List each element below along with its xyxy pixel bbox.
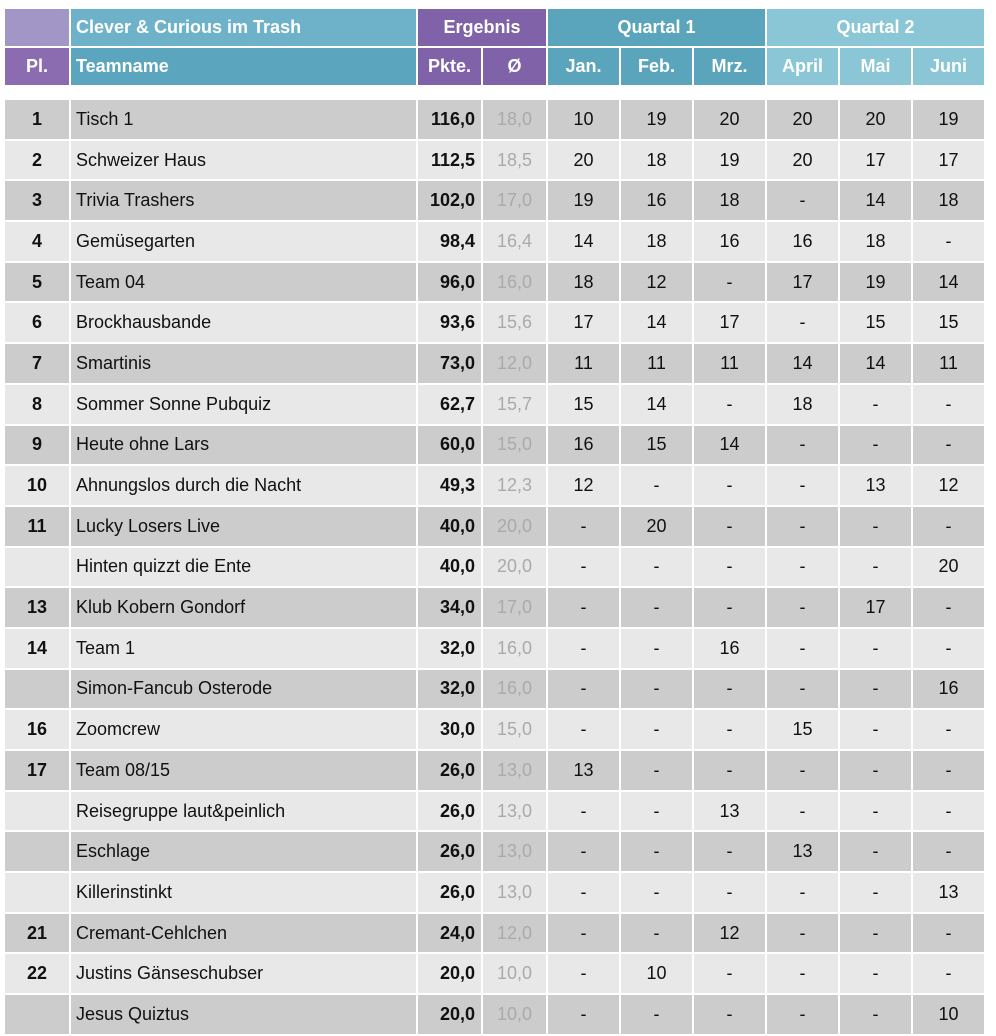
table-row [5, 263, 984, 302]
points-cell: 26,0 [418, 751, 481, 790]
month-cell-mrz: - [694, 670, 765, 709]
month-cell-feb: 15 [621, 426, 692, 465]
team-name-cell: Hinten quizzt die Ente [71, 548, 416, 587]
place-cell: 21 [5, 914, 69, 953]
place-cell: 1 [5, 100, 69, 139]
team-name-cell: Team 1 [71, 629, 416, 668]
month-cell-jan: 13 [548, 751, 619, 790]
month-cell-april: 20 [767, 141, 838, 180]
table-body [5, 100, 984, 1034]
header-row-groups [5, 9, 984, 46]
month-cell-feb: 10 [621, 954, 692, 993]
average-cell: 18,0 [483, 100, 546, 139]
month-cell-juni: - [913, 751, 984, 790]
month-cell-mrz: - [694, 548, 765, 587]
table-row [5, 303, 984, 342]
column-header-april: April [767, 48, 838, 85]
month-cell-feb: - [621, 914, 692, 953]
table-row [5, 181, 984, 220]
place-cell: 13 [5, 588, 69, 627]
month-cell-mai: - [840, 670, 911, 709]
month-cell-april: - [767, 914, 838, 953]
month-cell-juni: 18 [913, 181, 984, 220]
average-cell: 15,0 [483, 710, 546, 749]
month-cell-feb: - [621, 995, 692, 1034]
table-row [5, 670, 984, 709]
average-cell: 13,0 [483, 792, 546, 831]
month-cell-feb: 11 [621, 344, 692, 383]
month-cell-mai: 18 [840, 222, 911, 261]
month-cell-juni: 12 [913, 466, 984, 505]
points-cell: 102,0 [418, 181, 481, 220]
average-cell: 12,0 [483, 344, 546, 383]
month-cell-april: - [767, 954, 838, 993]
month-cell-feb: - [621, 751, 692, 790]
average-cell: 10,0 [483, 954, 546, 993]
month-cell-mrz: - [694, 466, 765, 505]
month-cell-mai: 19 [840, 263, 911, 302]
points-cell: 26,0 [418, 873, 481, 912]
month-cell-juni: 11 [913, 344, 984, 383]
month-cell-mai: 15 [840, 303, 911, 342]
month-cell-feb: - [621, 670, 692, 709]
month-cell-mai: - [840, 995, 911, 1034]
month-cell-juni: 15 [913, 303, 984, 342]
month-cell-april: - [767, 873, 838, 912]
month-cell-juni: - [913, 385, 984, 424]
column-header-mai: Mai [840, 48, 911, 85]
month-cell-mai: - [840, 426, 911, 465]
place-cell: 5 [5, 263, 69, 302]
month-cell-jan: - [548, 954, 619, 993]
month-cell-juni: - [913, 588, 984, 627]
month-cell-juni: 10 [913, 995, 984, 1034]
points-cell: 116,0 [418, 100, 481, 139]
month-cell-mai: 20 [840, 100, 911, 139]
place-cell: 16 [5, 710, 69, 749]
team-name-cell: Smartinis [71, 344, 416, 383]
place-cell: 7 [5, 344, 69, 383]
points-cell: 32,0 [418, 670, 481, 709]
average-cell: 16,0 [483, 670, 546, 709]
month-cell-juni: - [913, 629, 984, 668]
place-cell [5, 792, 69, 831]
month-cell-feb: - [621, 629, 692, 668]
month-cell-mrz: - [694, 263, 765, 302]
month-cell-mai: 17 [840, 141, 911, 180]
table-row [5, 995, 984, 1034]
table-row [5, 751, 984, 790]
month-cell-mai: - [840, 832, 911, 871]
month-cell-jan: 17 [548, 303, 619, 342]
team-name-cell: Tisch 1 [71, 100, 416, 139]
team-name-cell: Brockhausbande [71, 303, 416, 342]
month-cell-jan: 19 [548, 181, 619, 220]
average-cell: 15,7 [483, 385, 546, 424]
month-cell-feb: - [621, 832, 692, 871]
table-row [5, 507, 984, 546]
average-cell: 18,5 [483, 141, 546, 180]
month-cell-jan: 12 [548, 466, 619, 505]
team-name-cell: Lucky Losers Live [71, 507, 416, 546]
place-cell [5, 873, 69, 912]
points-cell: 34,0 [418, 588, 481, 627]
table-row [5, 100, 984, 139]
month-cell-feb: 14 [621, 303, 692, 342]
month-cell-mai: - [840, 954, 911, 993]
month-cell-feb: 19 [621, 100, 692, 139]
month-cell-jan: 10 [548, 100, 619, 139]
place-cell: 11 [5, 507, 69, 546]
month-cell-feb: - [621, 466, 692, 505]
month-cell-juni: 20 [913, 548, 984, 587]
team-name-cell: Klub Kobern Gondorf [71, 588, 416, 627]
month-cell-april: 18 [767, 385, 838, 424]
average-cell: 20,0 [483, 507, 546, 546]
month-cell-jan: 18 [548, 263, 619, 302]
column-header-team: Teamname [71, 48, 416, 85]
team-name-cell: Cremant-Cehlchen [71, 914, 416, 953]
column-header-points: Pkte. [418, 48, 481, 85]
month-cell-mrz: 13 [694, 792, 765, 831]
points-cell: 20,0 [418, 995, 481, 1034]
table-row [5, 792, 984, 831]
month-cell-april: - [767, 466, 838, 505]
month-cell-feb: - [621, 873, 692, 912]
points-cell: 112,5 [418, 141, 481, 180]
place-cell [5, 995, 69, 1034]
month-cell-jan: - [548, 507, 619, 546]
month-cell-mrz: - [694, 588, 765, 627]
month-cell-mai: - [840, 873, 911, 912]
month-cell-mrz: - [694, 507, 765, 546]
team-name-cell: Schweizer Haus [71, 141, 416, 180]
team-name-cell: Sommer Sonne Pubquiz [71, 385, 416, 424]
points-cell: 20,0 [418, 954, 481, 993]
month-cell-jan: - [548, 873, 619, 912]
month-cell-juni: 16 [913, 670, 984, 709]
spacer-cell [5, 87, 984, 98]
month-cell-april: - [767, 588, 838, 627]
month-cell-mai: - [840, 507, 911, 546]
month-cell-juni: - [913, 792, 984, 831]
average-cell: 13,0 [483, 832, 546, 871]
team-name-cell: Jesus Quiztus [71, 995, 416, 1034]
team-name-cell: Team 08/15 [71, 751, 416, 790]
table-header [5, 9, 984, 98]
points-cell: 40,0 [418, 507, 481, 546]
team-name-cell: Heute ohne Lars [71, 426, 416, 465]
average-cell: 16,0 [483, 263, 546, 302]
month-cell-jan: 11 [548, 344, 619, 383]
month-cell-feb: - [621, 548, 692, 587]
month-cell-juni: - [913, 507, 984, 546]
points-cell: 96,0 [418, 263, 481, 302]
month-cell-jan: - [548, 832, 619, 871]
month-cell-feb: 20 [621, 507, 692, 546]
points-cell: 26,0 [418, 832, 481, 871]
month-cell-juni: 19 [913, 100, 984, 139]
average-cell: 16,4 [483, 222, 546, 261]
team-name-cell: Team 04 [71, 263, 416, 302]
table-row [5, 344, 984, 383]
month-cell-mrz: 17 [694, 303, 765, 342]
table-title: Clever & Curious im Trash [71, 9, 416, 46]
month-cell-jan: 16 [548, 426, 619, 465]
month-cell-mrz: 11 [694, 344, 765, 383]
month-cell-april: - [767, 507, 838, 546]
table-row [5, 385, 984, 424]
month-cell-mrz: 14 [694, 426, 765, 465]
place-cell: 2 [5, 141, 69, 180]
header-quartal-2: Quartal 2 [767, 9, 984, 46]
month-cell-mai: - [840, 385, 911, 424]
month-cell-jan: 15 [548, 385, 619, 424]
team-name-cell: Zoomcrew [71, 710, 416, 749]
column-header-average: Ø [483, 48, 546, 85]
month-cell-feb: 18 [621, 222, 692, 261]
month-cell-april: - [767, 629, 838, 668]
average-cell: 10,0 [483, 995, 546, 1034]
month-cell-mrz: - [694, 710, 765, 749]
table-row [5, 426, 984, 465]
table-row [5, 832, 984, 871]
points-cell: 73,0 [418, 344, 481, 383]
table-row [5, 914, 984, 953]
points-cell: 49,3 [418, 466, 481, 505]
table-row [5, 873, 984, 912]
header-ergebnis: Ergebnis [418, 9, 546, 46]
average-cell: 12,3 [483, 466, 546, 505]
column-header-place: Pl. [5, 48, 69, 85]
points-cell: 60,0 [418, 426, 481, 465]
points-cell: 93,6 [418, 303, 481, 342]
month-cell-feb: 14 [621, 385, 692, 424]
month-cell-juni: - [913, 426, 984, 465]
points-cell: 24,0 [418, 914, 481, 953]
month-cell-mrz: - [694, 385, 765, 424]
average-cell: 13,0 [483, 751, 546, 790]
month-cell-jan: - [548, 588, 619, 627]
month-cell-mai: 13 [840, 466, 911, 505]
month-cell-april: - [767, 995, 838, 1034]
month-cell-feb: 16 [621, 181, 692, 220]
month-cell-mrz: 12 [694, 914, 765, 953]
place-cell: 10 [5, 466, 69, 505]
month-cell-juni: - [913, 832, 984, 871]
month-cell-jan: - [548, 548, 619, 587]
month-cell-jan: - [548, 629, 619, 668]
place-cell: 4 [5, 222, 69, 261]
month-cell-juni: - [913, 914, 984, 953]
table-row [5, 629, 984, 668]
month-cell-mai: - [840, 629, 911, 668]
place-cell: 14 [5, 629, 69, 668]
month-cell-mai: - [840, 751, 911, 790]
header-quartal-1: Quartal 1 [548, 9, 765, 46]
month-cell-april: - [767, 548, 838, 587]
table-row [5, 466, 984, 505]
team-name-cell: Gemüsegarten [71, 222, 416, 261]
month-cell-mai: - [840, 710, 911, 749]
average-cell: 13,0 [483, 873, 546, 912]
month-cell-feb: - [621, 792, 692, 831]
ranking-table [3, 7, 986, 1036]
team-name-cell: Eschlage [71, 832, 416, 871]
month-cell-feb: - [621, 588, 692, 627]
month-cell-mrz: - [694, 873, 765, 912]
average-cell: 15,0 [483, 426, 546, 465]
month-cell-jan: 14 [548, 222, 619, 261]
table-row [5, 222, 984, 261]
place-cell [5, 670, 69, 709]
team-name-cell: Simon-Fancub Osterode [71, 670, 416, 709]
points-cell: 26,0 [418, 792, 481, 831]
points-cell: 62,7 [418, 385, 481, 424]
table-row [5, 710, 984, 749]
month-cell-april: 13 [767, 832, 838, 871]
team-name-cell: Reisegruppe laut&peinlich [71, 792, 416, 831]
month-cell-jan: 20 [548, 141, 619, 180]
points-cell: 40,0 [418, 548, 481, 587]
month-cell-mrz: 16 [694, 222, 765, 261]
month-cell-mrz: 19 [694, 141, 765, 180]
table-row [5, 141, 984, 180]
month-cell-juni: - [913, 954, 984, 993]
header-row-columns [5, 48, 984, 85]
points-cell: 32,0 [418, 629, 481, 668]
month-cell-juni: 14 [913, 263, 984, 302]
column-header-mrz: Mrz. [694, 48, 765, 85]
month-cell-april: 15 [767, 710, 838, 749]
month-cell-april: - [767, 792, 838, 831]
month-cell-april: 14 [767, 344, 838, 383]
place-cell: 9 [5, 426, 69, 465]
month-cell-juni: - [913, 710, 984, 749]
month-cell-mai: 14 [840, 181, 911, 220]
month-cell-april: - [767, 751, 838, 790]
month-cell-juni: - [913, 222, 984, 261]
month-cell-mai: - [840, 548, 911, 587]
average-cell: 15,6 [483, 303, 546, 342]
month-cell-jan: - [548, 914, 619, 953]
month-cell-april: - [767, 181, 838, 220]
month-cell-jan: - [548, 792, 619, 831]
header-blank-cell [5, 9, 69, 46]
month-cell-jan: - [548, 710, 619, 749]
month-cell-feb: 18 [621, 141, 692, 180]
column-header-feb: Feb. [621, 48, 692, 85]
team-name-cell: Trivia Trashers [71, 181, 416, 220]
month-cell-juni: 17 [913, 141, 984, 180]
month-cell-april: - [767, 426, 838, 465]
place-cell [5, 548, 69, 587]
average-cell: 12,0 [483, 914, 546, 953]
ranking-table-container [5, 9, 986, 1036]
table-row [5, 588, 984, 627]
place-cell: 6 [5, 303, 69, 342]
month-cell-juni: 13 [913, 873, 984, 912]
team-name-cell: Ahnungslos durch die Nacht [71, 466, 416, 505]
average-cell: 17,0 [483, 588, 546, 627]
average-cell: 20,0 [483, 548, 546, 587]
table-row [5, 548, 984, 587]
team-name-cell: Justins Gänseschubser [71, 954, 416, 993]
month-cell-mai: 17 [840, 588, 911, 627]
table-row [5, 954, 984, 993]
month-cell-mrz: 18 [694, 181, 765, 220]
month-cell-mrz: - [694, 751, 765, 790]
month-cell-mrz: - [694, 954, 765, 993]
month-cell-mrz: 16 [694, 629, 765, 668]
month-cell-april: - [767, 303, 838, 342]
month-cell-mrz: - [694, 832, 765, 871]
average-cell: 17,0 [483, 181, 546, 220]
month-cell-jan: - [548, 670, 619, 709]
points-cell: 98,4 [418, 222, 481, 261]
place-cell: 3 [5, 181, 69, 220]
month-cell-april: 16 [767, 222, 838, 261]
place-cell: 22 [5, 954, 69, 993]
month-cell-mrz: - [694, 995, 765, 1034]
column-header-jan: Jan. [548, 48, 619, 85]
points-cell: 30,0 [418, 710, 481, 749]
place-cell: 17 [5, 751, 69, 790]
column-header-juni: Juni [913, 48, 984, 85]
month-cell-mai: 14 [840, 344, 911, 383]
month-cell-mai: - [840, 914, 911, 953]
place-cell [5, 832, 69, 871]
month-cell-feb: 12 [621, 263, 692, 302]
month-cell-april: 20 [767, 100, 838, 139]
place-cell: 8 [5, 385, 69, 424]
month-cell-mrz: 20 [694, 100, 765, 139]
month-cell-feb: - [621, 710, 692, 749]
month-cell-april: - [767, 670, 838, 709]
month-cell-april: 17 [767, 263, 838, 302]
header-spacer [5, 87, 984, 98]
month-cell-jan: - [548, 995, 619, 1034]
team-name-cell: Killerinstinkt [71, 873, 416, 912]
average-cell: 16,0 [483, 629, 546, 668]
month-cell-mai: - [840, 792, 911, 831]
